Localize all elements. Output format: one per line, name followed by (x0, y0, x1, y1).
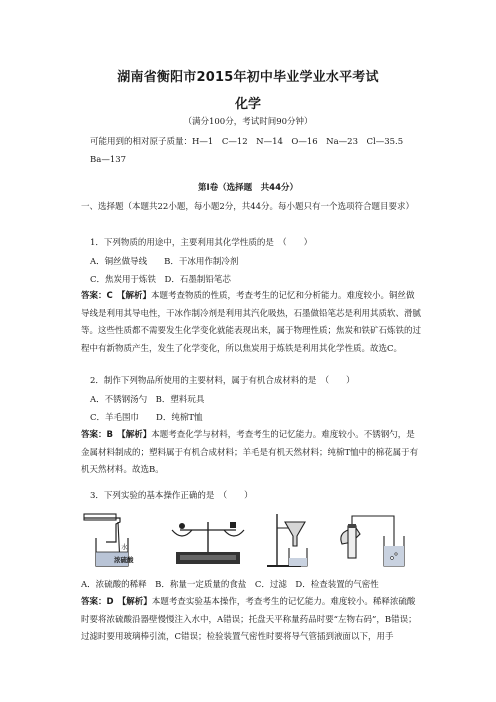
q3-options: A．浓硫酸的稀释 B．称量一定质量的食盐 C．过滤 D．检查装置的气密性 (81, 580, 379, 590)
exam-title: 湖南省衡阳市2015年初中毕业学业水平考试 (117, 70, 379, 85)
figure-a-dilution (76, 512, 146, 570)
q1-stem: 1．下列物质的用途中，主要利用其化学性质的是 （ ） (90, 238, 313, 248)
q3-stem: 3．下列实验的基本操作正确的是 （ ） (90, 491, 253, 501)
exam-info: （满分100分，考试时间90分钟） (183, 117, 313, 127)
q2-stem: 2．制作下列物品所使用的主要材料，属于有机合成材料的是 （ ） (90, 376, 355, 386)
figure-c-filtration (261, 512, 321, 570)
section-title: 第Ⅰ卷（选择题 共44分） (198, 183, 298, 193)
q1-analysis: 本题考查物质的性质，考查考生的记忆和分析能力。难度较小。铜丝做导线是利用其导电性，干冰作制冷剂是利用其汽化吸热，石墨做铅笔芯是利用其质软、滑腻等。这些性质都不需要发生化学变化就能表现出来，属于物理性质；焦炭和铁矿石炼铁的过程中有新物质产生，发生了化学变化，所以焦炭用于炼铁是利用其化学性质。故选C。 (81, 291, 422, 354)
q1-options-ab: A．铜丝做导线 B．干冰用作制冷剂 (90, 257, 239, 267)
fig-label-water: 水 (121, 543, 128, 551)
q3-answer (81, 594, 421, 647)
figure-b-balance (168, 512, 248, 570)
q2-options-ab: A．不锈钢汤勺 B．塑料玩具 (90, 395, 205, 405)
q3-answer-label: 答案：D 【解析】 (81, 597, 152, 607)
q2-analysis: 本题考查化学与材料，考查考生的记忆能力。难度较小。不锈钢勺，是金属材料制成的；塑料属于有机合成材料；羊毛是有机天然材料；纯棉T恤中的棉花属于有机天然材料。故选B。 (81, 430, 419, 475)
atomic-masses: 可能用到的相对原子质量：H—1 C—12 N—14 O—16 Na—23 Cl—35.5 Ba—137 (90, 137, 412, 165)
subject-title: 化学 (234, 97, 261, 112)
q1-options-cd: C．焦炭用于炼铁 D．石墨制铅笔芯 (90, 275, 231, 285)
q1-answer (81, 288, 421, 358)
fig-label-acid: 浓硫酸 (114, 556, 134, 564)
q2-answer-label: 答案：B 【解析】 (81, 430, 152, 440)
q1-answer-label: 答案：C 【解析】 (81, 291, 151, 301)
q3-figures (76, 512, 416, 570)
q3-analysis: 本题考查实验基本操作，考查考生的记忆能力。难度较小。稀释浓硫酸时要将浓硫酸沿器壁慢慢注入水中，A错误；托盘天平称量药品时要“左物右码”，B错误；过滤时要用玻璃棒引流，C错误；检验装置气密性时要将导气管插到液面以下，用手 (81, 597, 417, 642)
q2-answer (81, 427, 421, 480)
q2-options-cd: C．羊毛围巾 D．纯棉T恤 (90, 413, 203, 423)
instructions: 一、选择题（本题共22小题，每小题2分，共44分。每小题只有一个选项符合题目要求） (81, 202, 415, 212)
figure-d-airtight (334, 512, 414, 570)
